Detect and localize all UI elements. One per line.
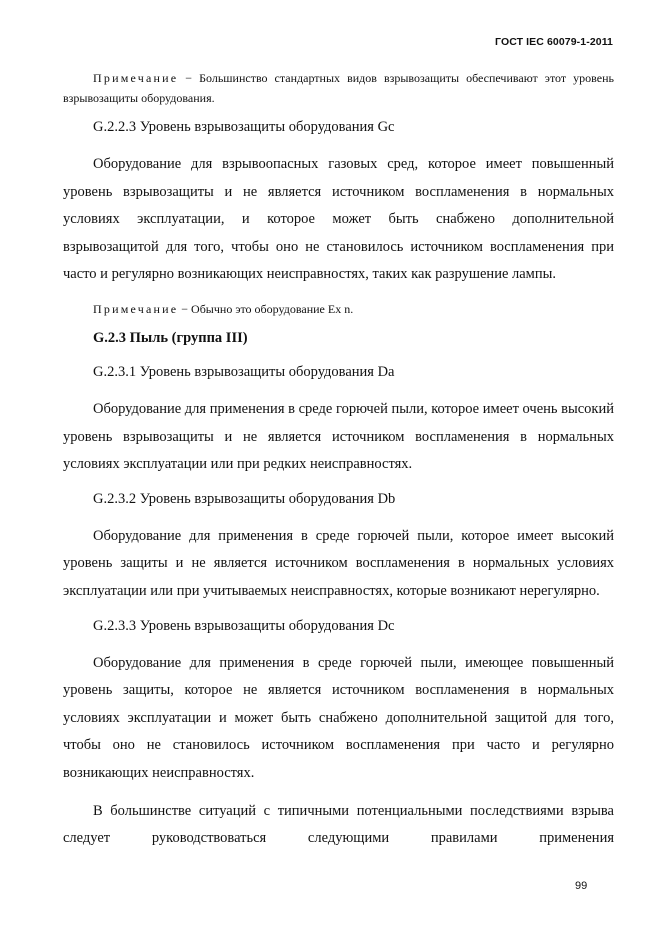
note-paragraph: [63, 68, 614, 108]
subsection-title-db: G.2.3.2 Уровень взрывозащиты оборудования Db: [93, 490, 396, 507]
note-text: Большинство стандартных видов взрывозащиты обеспечивают этот уровень взрывозащиты оборудования.: [63, 71, 614, 105]
document-id-header: ГОСТ IEC 60079-1-2011: [495, 36, 613, 48]
subsection-title-da: G.2.3.1 Уровень взрывозащиты оборудования Da: [93, 363, 395, 380]
paragraph-gc: Оборудование для взрывоопасных газовых сред, которое имеет повышенный уровень взрывозащиты и не является источником воспламенения в нормальных условиях эксплуатации, и которое может быть снабжено дополнительной взрывозащитой для того, чтобы оно не становилось источником воспламенения при часто и регулярно возникающих неисправностях, таких как разрушение лампы.: [63, 156, 614, 283]
page-content: [63, 68, 614, 863]
note-paragraph-ex-n: [63, 299, 614, 319]
page-number: 99: [575, 880, 588, 892]
paragraph-dc: Оборудование для применения в среде горючей пыли, имеющее повышенный уровень защиты, которое не является источником воспламенения в нормальных условиях эксплуатации и может быть снабжено дополнительной защитой для того, чтобы оно не становилось источником воспламенения при часто и регулярно возникающих неисправностях.: [63, 654, 614, 781]
note-label: Примечание: [93, 301, 179, 316]
note-text: Обычно это оборудование Ex n.: [191, 301, 354, 316]
subsection-title-dc: G.2.3.3 Уровень взрывозащиты оборудования Dc: [93, 617, 395, 634]
section-heading-dust: G.2.3 Пыль (группа III): [93, 329, 248, 346]
subsection-title-gc: G.2.2.3 Уровень взрывозащиты оборудования Gc: [93, 119, 395, 135]
paragraph-db: Оборудование для применения в среде горючей пыли, которое имеет высокий уровень защиты и не является источником воспламенения в нормальных условиях эксплуатации или при учитываемых неисправностях, которые возникают нерегулярно.: [63, 527, 614, 599]
note-dash: −: [178, 71, 200, 85]
paragraph-da: Оборудование для применения в среде горючей пыли, которое имеет очень высокий уровень взрывозащиты и не является источником воспламенения в нормальных условиях эксплуатации или при редких неисправностях.: [63, 400, 614, 473]
note-dash: −: [178, 301, 192, 316]
note-label: Примечание: [93, 71, 179, 85]
paragraph-rules: В большинстве ситуаций с типичными потенциальными последствиями взрыва следует руководствоваться следующими правилами применения: [63, 802, 614, 847]
